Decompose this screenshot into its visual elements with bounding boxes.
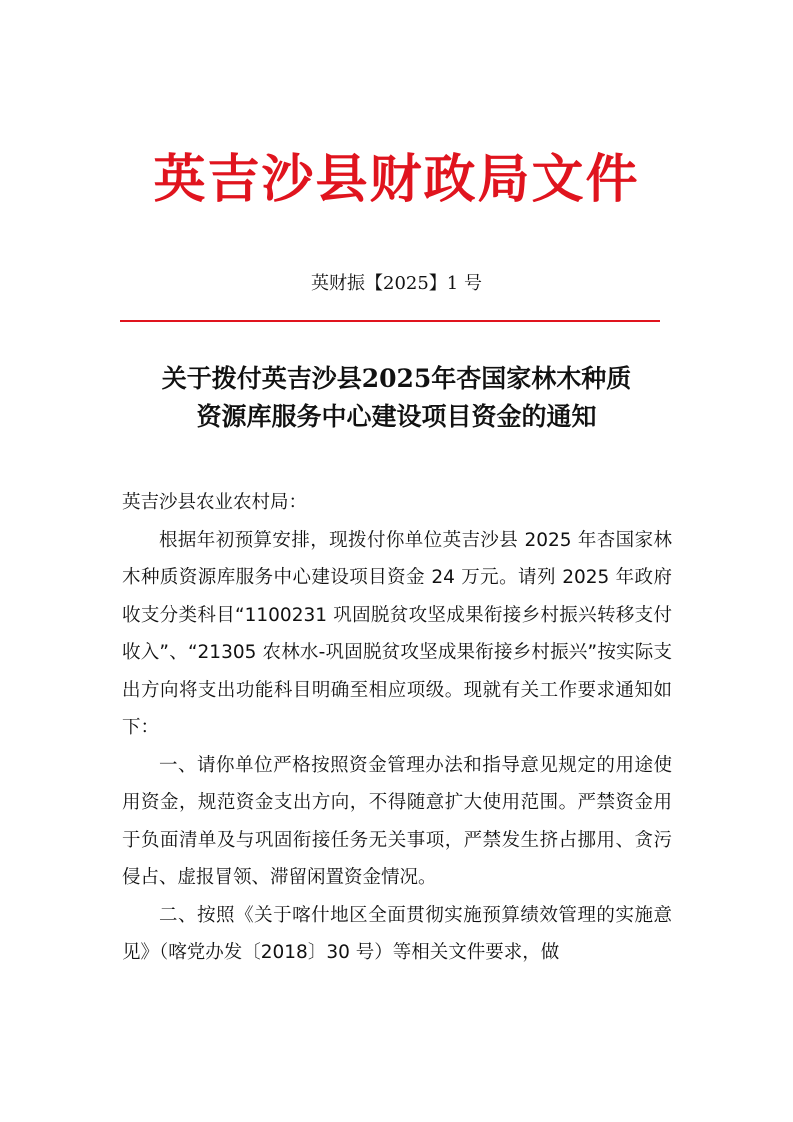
document-title-line-2: 资源库服务中心建设项目资金的通知 bbox=[196, 402, 597, 431]
document-title bbox=[100, 360, 693, 436]
body-paragraph: 二、按照《关于喀什地区全面贯彻实施预算绩效管理的实施意见》（喀党办发〔2018〕30 号）等相关文件要求，做 bbox=[122, 904, 672, 963]
document-header: 英吉沙县财政局文件 bbox=[153, 149, 640, 210]
red-divider-line bbox=[120, 320, 660, 322]
body-paragraph: 一、请你单位严格按照资金管理办法和指导意见规定的用途使用资金，规范资金支出方向，不得随意扩大使用范围。严禁资金用于负面清单及与巩固衔接任务无关事项，严禁发生挤占挪用、贪污侵占、虚报冒领、滞留闲置资金情况。 bbox=[122, 754, 672, 888]
addressee: 英吉沙县农业农村局： bbox=[122, 492, 308, 513]
document-title-line-1: 关于拨付英吉沙县2025年杏国家林木种质 bbox=[161, 364, 632, 393]
document-body bbox=[122, 484, 672, 972]
document-number: 英财振【2025】1 号 bbox=[311, 273, 482, 294]
body-paragraph: 根据年初预算安排，现拨付你单位英吉沙县 2025 年杏国家林木种质资源库服务中心建设项目资金 24 万元。请列 2025 年政府收支分类科目“1100231 巩固脱贫攻坚成果衔接乡村振兴转移支付收入”、“21305 农林水-巩固脱贫攻坚成果衔接乡村振兴”按实际支出方向将支出功能科目明确至相应项级。现就有关工作要求通知如下： bbox=[122, 529, 672, 738]
